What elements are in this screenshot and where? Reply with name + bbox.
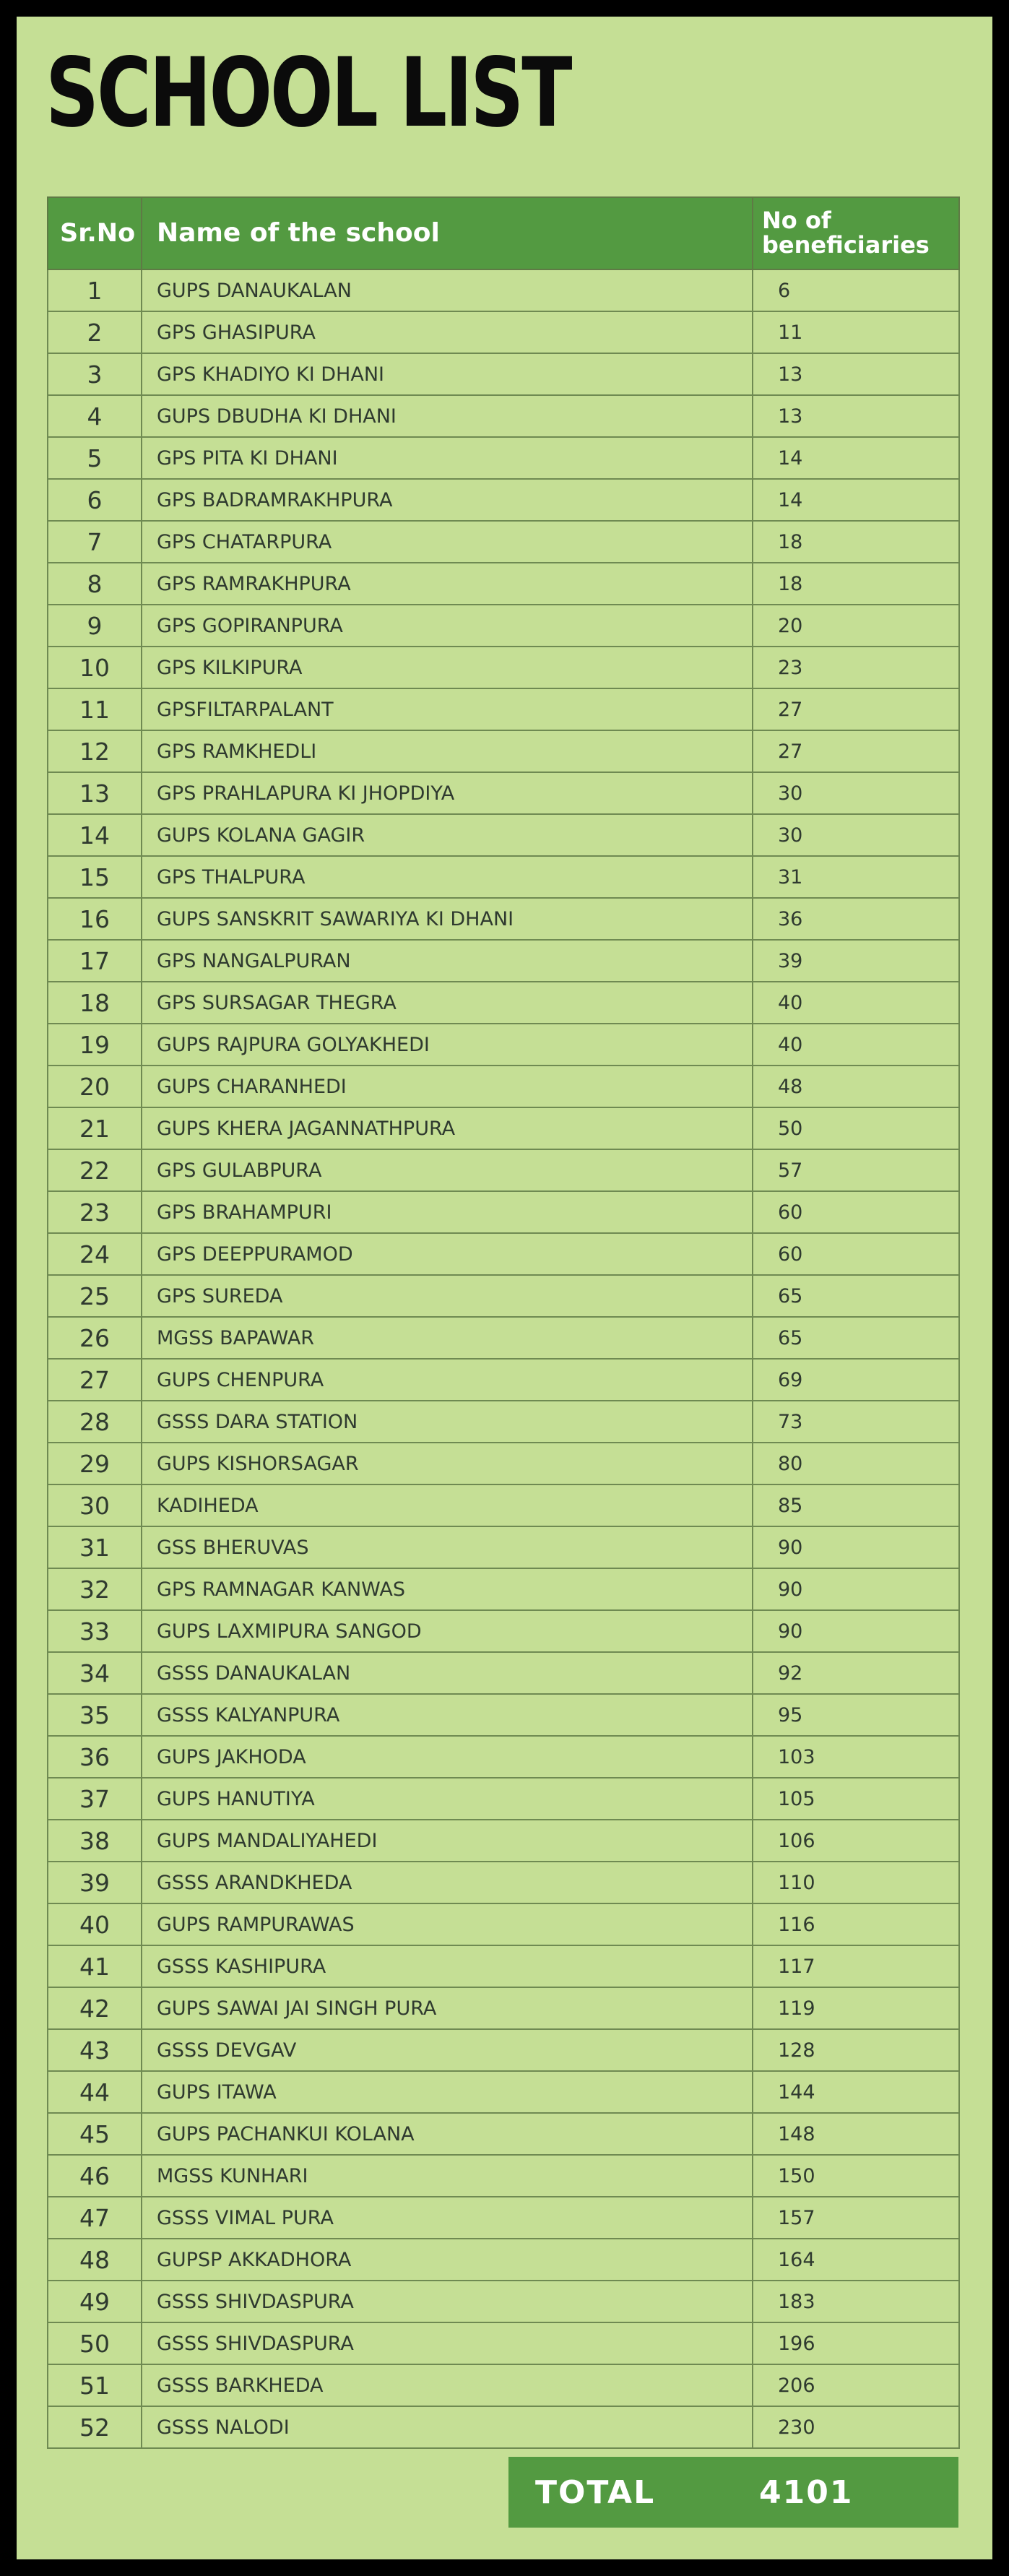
row-beneficiaries: 164 bbox=[753, 2239, 959, 2281]
row-beneficiaries: 36 bbox=[753, 898, 959, 940]
table-row bbox=[48, 479, 959, 521]
row-school-name: GPS BADRAMRAKHPURA bbox=[142, 479, 753, 521]
row-sr-no: 28 bbox=[48, 1401, 142, 1443]
table-row bbox=[48, 814, 959, 856]
table-row bbox=[48, 1568, 959, 1610]
row-sr-no: 2 bbox=[48, 311, 142, 353]
row-sr-no: 5 bbox=[48, 437, 142, 479]
row-sr-no: 48 bbox=[48, 2239, 142, 2281]
row-sr-no: 35 bbox=[48, 1694, 142, 1736]
table-row bbox=[48, 940, 959, 982]
table-row bbox=[48, 2197, 959, 2239]
row-school-name: GPS SURSAGAR THEGRA bbox=[142, 982, 753, 1024]
row-sr-no: 7 bbox=[48, 521, 142, 563]
table-row bbox=[48, 898, 959, 940]
row-sr-no: 13 bbox=[48, 772, 142, 814]
row-beneficiaries: 20 bbox=[753, 605, 959, 647]
row-sr-no: 10 bbox=[48, 647, 142, 688]
row-beneficiaries: 150 bbox=[753, 2155, 959, 2197]
row-school-name: GUPS LAXMIPURA SANGOD bbox=[142, 1610, 753, 1652]
row-beneficiaries: 196 bbox=[753, 2322, 959, 2364]
row-sr-no: 32 bbox=[48, 1568, 142, 1610]
table-row bbox=[48, 1359, 959, 1401]
table-row bbox=[48, 1736, 959, 1778]
row-sr-no: 38 bbox=[48, 1820, 142, 1862]
row-school-name: GPS BRAHAMPURI bbox=[142, 1191, 753, 1233]
table-row bbox=[48, 311, 959, 353]
row-school-name: GSSS NALODI bbox=[142, 2406, 753, 2448]
table-row bbox=[48, 1024, 959, 1066]
row-school-name: GPS GULABPURA bbox=[142, 1149, 753, 1191]
row-sr-no: 43 bbox=[48, 2029, 142, 2071]
table-row bbox=[48, 1694, 959, 1736]
row-beneficiaries: 14 bbox=[753, 479, 959, 521]
row-beneficiaries: 50 bbox=[753, 1107, 959, 1149]
row-school-name: KADIHEDA bbox=[142, 1484, 753, 1526]
row-sr-no: 22 bbox=[48, 1149, 142, 1191]
row-beneficiaries: 157 bbox=[753, 2197, 959, 2239]
table-row bbox=[48, 2155, 959, 2197]
table-row bbox=[48, 1191, 959, 1233]
row-beneficiaries: 23 bbox=[753, 647, 959, 688]
row-beneficiaries: 14 bbox=[753, 437, 959, 479]
table-row bbox=[48, 1275, 959, 1317]
row-sr-no: 42 bbox=[48, 1987, 142, 2029]
table-row bbox=[48, 2364, 959, 2406]
row-beneficiaries: 90 bbox=[753, 1610, 959, 1652]
row-beneficiaries: 18 bbox=[753, 521, 959, 563]
table-row bbox=[48, 1484, 959, 1526]
row-sr-no: 36 bbox=[48, 1736, 142, 1778]
row-sr-no: 24 bbox=[48, 1233, 142, 1275]
row-school-name: GUPS DANAUKALAN bbox=[142, 269, 753, 311]
row-sr-no: 44 bbox=[48, 2071, 142, 2113]
row-sr-no: 6 bbox=[48, 479, 142, 521]
row-sr-no: 45 bbox=[48, 2113, 142, 2155]
row-beneficiaries: 57 bbox=[753, 1149, 959, 1191]
header-beneficiaries: No of beneficiaries bbox=[753, 197, 959, 269]
row-school-name: GPS SUREDA bbox=[142, 1275, 753, 1317]
row-school-name: GPS THALPURA bbox=[142, 856, 753, 898]
table-row bbox=[48, 1820, 959, 1862]
row-sr-no: 50 bbox=[48, 2322, 142, 2364]
row-school-name: GUPS JAKHODA bbox=[142, 1736, 753, 1778]
table-row bbox=[48, 1526, 959, 1568]
row-sr-no: 23 bbox=[48, 1191, 142, 1233]
row-school-name: MGSS KUNHARI bbox=[142, 2155, 753, 2197]
table-row bbox=[48, 772, 959, 814]
row-beneficiaries: 30 bbox=[753, 772, 959, 814]
school-table bbox=[47, 196, 960, 2449]
row-school-name: GUPS CHENPURA bbox=[142, 1359, 753, 1401]
row-school-name: GSSS KASHIPURA bbox=[142, 1945, 753, 1987]
table-row bbox=[48, 856, 959, 898]
row-sr-no: 17 bbox=[48, 940, 142, 982]
row-beneficiaries: 144 bbox=[753, 2071, 959, 2113]
row-school-name: GUPS CHARANHEDI bbox=[142, 1066, 753, 1107]
row-sr-no: 46 bbox=[48, 2155, 142, 2197]
table-row bbox=[48, 1443, 959, 1484]
row-beneficiaries: 60 bbox=[753, 1233, 959, 1275]
row-sr-no: 29 bbox=[48, 1443, 142, 1484]
table-body bbox=[48, 269, 959, 2448]
row-beneficiaries: 230 bbox=[753, 2406, 959, 2448]
row-beneficiaries: 148 bbox=[753, 2113, 959, 2155]
table-row bbox=[48, 2322, 959, 2364]
row-sr-no: 49 bbox=[48, 2281, 142, 2322]
row-beneficiaries: 31 bbox=[753, 856, 959, 898]
row-school-name: GPS DEEPPURAMOD bbox=[142, 1233, 753, 1275]
row-sr-no: 52 bbox=[48, 2406, 142, 2448]
row-school-name: GSSS SHIVDASPURA bbox=[142, 2281, 753, 2322]
row-sr-no: 11 bbox=[48, 688, 142, 730]
row-school-name: GUPS RAMPURAWAS bbox=[142, 1903, 753, 1945]
row-beneficiaries: 90 bbox=[753, 1526, 959, 1568]
header-sr-no: Sr.No bbox=[48, 197, 142, 269]
row-sr-no: 25 bbox=[48, 1275, 142, 1317]
table-row bbox=[48, 1107, 959, 1149]
row-school-name: GSSS VIMAL PURA bbox=[142, 2197, 753, 2239]
row-sr-no: 3 bbox=[48, 353, 142, 395]
row-school-name: GUPS HANUTIYA bbox=[142, 1778, 753, 1820]
row-beneficiaries: 117 bbox=[753, 1945, 959, 1987]
row-beneficiaries: 95 bbox=[753, 1694, 959, 1736]
row-beneficiaries: 11 bbox=[753, 311, 959, 353]
row-beneficiaries: 128 bbox=[753, 2029, 959, 2071]
table-row bbox=[48, 2029, 959, 2071]
table-row bbox=[48, 563, 959, 605]
row-beneficiaries: 85 bbox=[753, 1484, 959, 1526]
row-school-name: GSSS DARA STATION bbox=[142, 1401, 753, 1443]
table-row bbox=[48, 1987, 959, 2029]
row-school-name: GPS GOPIRANPURA bbox=[142, 605, 753, 647]
row-sr-no: 47 bbox=[48, 2197, 142, 2239]
table-header-row bbox=[48, 197, 959, 269]
table-row bbox=[48, 2239, 959, 2281]
row-school-name: GPS RAMRAKHPURA bbox=[142, 563, 753, 605]
row-beneficiaries: 119 bbox=[753, 1987, 959, 2029]
row-school-name: GUPS DBUDHA KI DHANI bbox=[142, 395, 753, 437]
row-beneficiaries: 80 bbox=[753, 1443, 959, 1484]
row-school-name: GSS BHERUVAS bbox=[142, 1526, 753, 1568]
row-sr-no: 30 bbox=[48, 1484, 142, 1526]
row-sr-no: 21 bbox=[48, 1107, 142, 1149]
row-beneficiaries: 110 bbox=[753, 1862, 959, 1903]
row-beneficiaries: 13 bbox=[753, 353, 959, 395]
row-sr-no: 27 bbox=[48, 1359, 142, 1401]
row-sr-no: 15 bbox=[48, 856, 142, 898]
row-school-name: GUPSP AKKADHORA bbox=[142, 2239, 753, 2281]
row-beneficiaries: 73 bbox=[753, 1401, 959, 1443]
row-beneficiaries: 27 bbox=[753, 688, 959, 730]
row-school-name: GPS CHATARPURA bbox=[142, 521, 753, 563]
row-school-name: GSSS ARANDKHEDA bbox=[142, 1862, 753, 1903]
row-sr-no: 41 bbox=[48, 1945, 142, 1987]
table-row bbox=[48, 647, 959, 688]
total-label: TOTAL bbox=[535, 2474, 656, 2511]
row-beneficiaries: 65 bbox=[753, 1317, 959, 1359]
row-sr-no: 37 bbox=[48, 1778, 142, 1820]
row-sr-no: 20 bbox=[48, 1066, 142, 1107]
row-sr-no: 8 bbox=[48, 563, 142, 605]
table-row bbox=[48, 1401, 959, 1443]
row-beneficiaries: 48 bbox=[753, 1066, 959, 1107]
table-row bbox=[48, 982, 959, 1024]
table-row bbox=[48, 437, 959, 479]
row-school-name: GUPS KHERA JAGANNATHPURA bbox=[142, 1107, 753, 1149]
row-school-name: GPSFILTARPALANT bbox=[142, 688, 753, 730]
row-sr-no: 31 bbox=[48, 1526, 142, 1568]
row-school-name: GPS GHASIPURA bbox=[142, 311, 753, 353]
row-sr-no: 40 bbox=[48, 1903, 142, 1945]
row-sr-no: 39 bbox=[48, 1862, 142, 1903]
row-school-name: GUPS PACHANKUI KOLANA bbox=[142, 2113, 753, 2155]
row-school-name: GUPS SAWAI JAI SINGH PURA bbox=[142, 1987, 753, 2029]
row-beneficiaries: 40 bbox=[753, 1024, 959, 1066]
row-beneficiaries: 13 bbox=[753, 395, 959, 437]
row-school-name: GPS RAMKHEDLI bbox=[142, 730, 753, 772]
row-school-name: GUPS SANSKRIT SAWARIYA KI DHANI bbox=[142, 898, 753, 940]
row-sr-no: 16 bbox=[48, 898, 142, 940]
table-row bbox=[48, 688, 959, 730]
row-beneficiaries: 116 bbox=[753, 1903, 959, 1945]
table-row bbox=[48, 353, 959, 395]
table-row bbox=[48, 730, 959, 772]
row-beneficiaries: 183 bbox=[753, 2281, 959, 2322]
row-beneficiaries: 69 bbox=[753, 1359, 959, 1401]
row-beneficiaries: 30 bbox=[753, 814, 959, 856]
row-school-name: GPS RAMNAGAR KANWAS bbox=[142, 1568, 753, 1610]
table-row bbox=[48, 605, 959, 647]
table-row bbox=[48, 521, 959, 563]
table-row bbox=[48, 1610, 959, 1652]
row-beneficiaries: 105 bbox=[753, 1778, 959, 1820]
row-beneficiaries: 6 bbox=[753, 269, 959, 311]
row-beneficiaries: 18 bbox=[753, 563, 959, 605]
row-beneficiaries: 206 bbox=[753, 2364, 959, 2406]
row-sr-no: 1 bbox=[48, 269, 142, 311]
row-beneficiaries: 103 bbox=[753, 1736, 959, 1778]
row-school-name: GPS PRAHLAPURA KI JHOPDIYA bbox=[142, 772, 753, 814]
row-beneficiaries: 60 bbox=[753, 1191, 959, 1233]
row-sr-no: 34 bbox=[48, 1652, 142, 1694]
row-school-name: GUPS KISHORSAGAR bbox=[142, 1443, 753, 1484]
row-sr-no: 9 bbox=[48, 605, 142, 647]
table-row bbox=[48, 395, 959, 437]
table-row bbox=[48, 1652, 959, 1694]
table-row bbox=[48, 2071, 959, 2113]
row-school-name: GSSS DEVGAV bbox=[142, 2029, 753, 2071]
row-beneficiaries: 90 bbox=[753, 1568, 959, 1610]
table-row bbox=[48, 1862, 959, 1903]
row-school-name: GSSS DANAUKALAN bbox=[142, 1652, 753, 1694]
row-sr-no: 18 bbox=[48, 982, 142, 1024]
table-row bbox=[48, 1233, 959, 1275]
row-sr-no: 14 bbox=[48, 814, 142, 856]
school-list-page bbox=[17, 17, 992, 2559]
table-row bbox=[48, 1903, 959, 1945]
row-school-name: GSSS SHIVDASPURA bbox=[142, 2322, 753, 2364]
row-beneficiaries: 92 bbox=[753, 1652, 959, 1694]
row-school-name: GUPS ITAWA bbox=[142, 2071, 753, 2113]
table-row bbox=[48, 269, 959, 311]
row-school-name: GSSS BARKHEDA bbox=[142, 2364, 753, 2406]
row-sr-no: 33 bbox=[48, 1610, 142, 1652]
table-row bbox=[48, 2281, 959, 2322]
table-row bbox=[48, 2113, 959, 2155]
page-title: SCHOOL LIST bbox=[46, 38, 571, 149]
header-school-name: Name of the school bbox=[142, 197, 753, 269]
row-school-name: GPS KHADIYO KI DHANI bbox=[142, 353, 753, 395]
table-row bbox=[48, 1066, 959, 1107]
row-school-name: GPS PITA KI DHANI bbox=[142, 437, 753, 479]
row-school-name: GUPS RAJPURA GOLYAKHEDI bbox=[142, 1024, 753, 1066]
row-beneficiaries: 40 bbox=[753, 982, 959, 1024]
table-row bbox=[48, 2406, 959, 2448]
row-school-name: MGSS BAPAWAR bbox=[142, 1317, 753, 1359]
row-beneficiaries: 65 bbox=[753, 1275, 959, 1317]
row-sr-no: 26 bbox=[48, 1317, 142, 1359]
table-row bbox=[48, 1778, 959, 1820]
row-sr-no: 4 bbox=[48, 395, 142, 437]
row-sr-no: 19 bbox=[48, 1024, 142, 1066]
total-box bbox=[508, 2457, 958, 2528]
table-row bbox=[48, 1149, 959, 1191]
row-school-name: GUPS MANDALIYAHEDI bbox=[142, 1820, 753, 1862]
row-school-name: GUPS KOLANA GAGIR bbox=[142, 814, 753, 856]
row-sr-no: 12 bbox=[48, 730, 142, 772]
table-row bbox=[48, 1317, 959, 1359]
row-sr-no: 51 bbox=[48, 2364, 142, 2406]
row-beneficiaries: 39 bbox=[753, 940, 959, 982]
row-beneficiaries: 106 bbox=[753, 1820, 959, 1862]
row-school-name: GSSS KALYANPURA bbox=[142, 1694, 753, 1736]
table-row bbox=[48, 1945, 959, 1987]
total-value: 4101 bbox=[759, 2474, 854, 2511]
row-beneficiaries: 27 bbox=[753, 730, 959, 772]
row-school-name: GPS NANGALPURAN bbox=[142, 940, 753, 982]
row-school-name: GPS KILKIPURA bbox=[142, 647, 753, 688]
